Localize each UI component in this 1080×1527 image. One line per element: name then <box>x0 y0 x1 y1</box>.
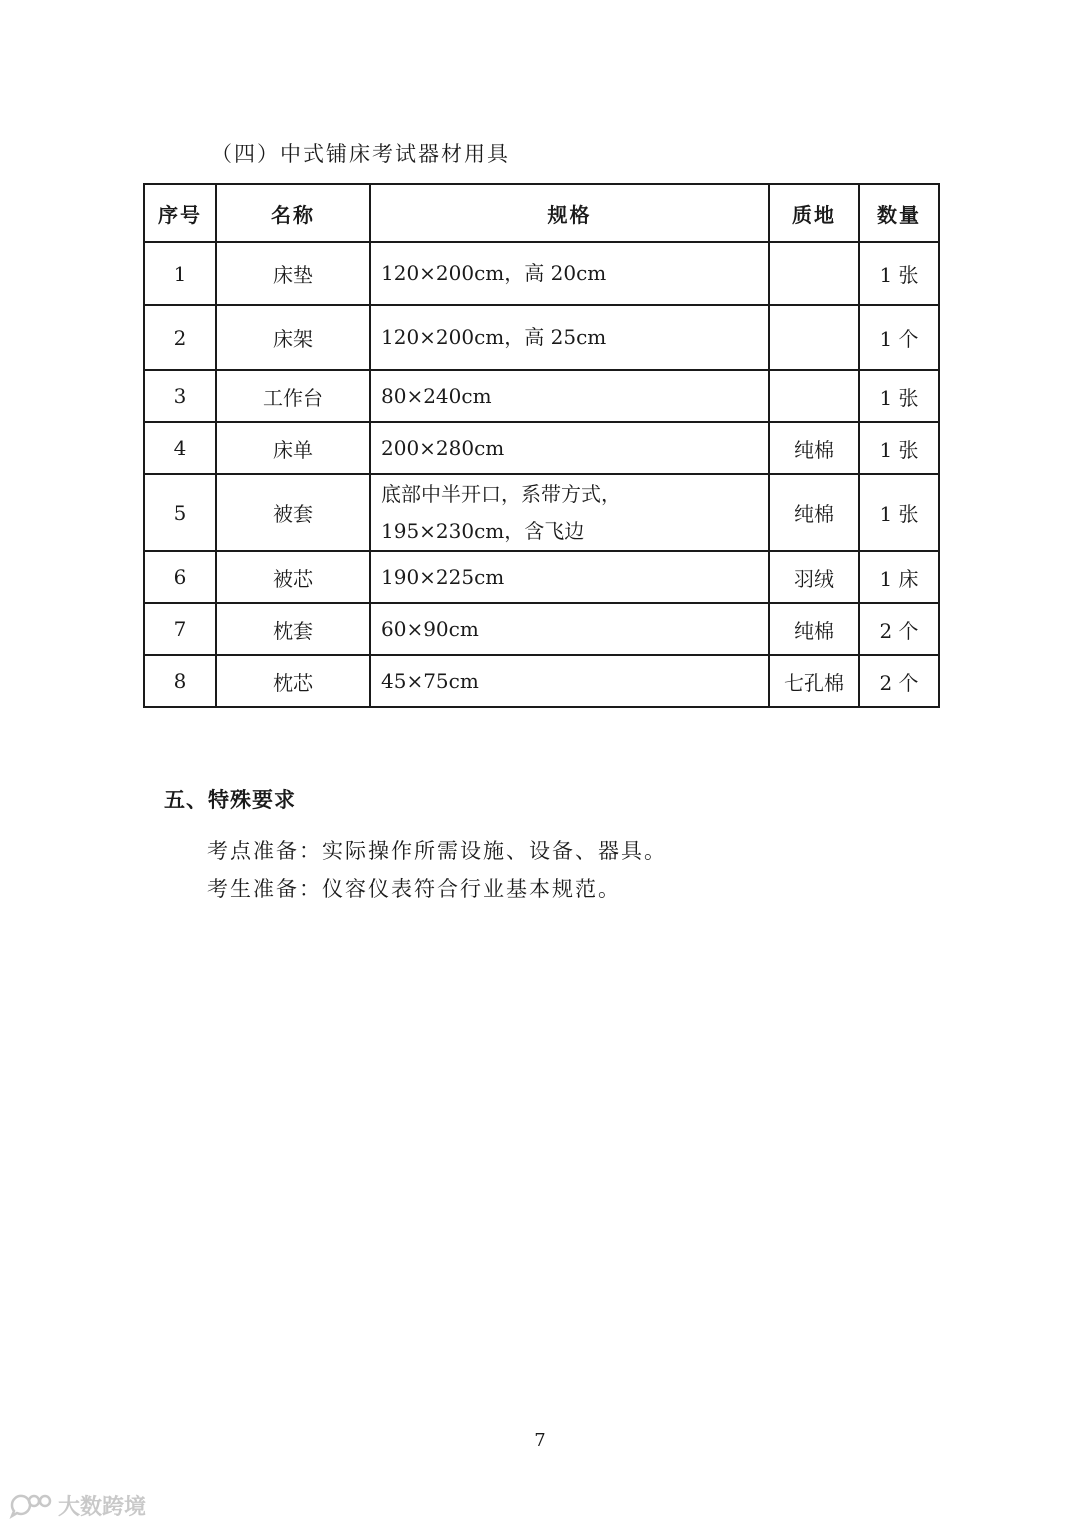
cell-no: 8 <box>144 655 216 707</box>
cell-name: 被芯 <box>216 551 370 603</box>
cell-material <box>769 305 859 370</box>
candidate-preparation-text: 考生准备：仪容仪表符合行业基本规范。 <box>207 877 621 901</box>
section-heading: （四）中式铺床考试器材用具 <box>211 142 510 166</box>
cell-spec: 120×200cm，高 25cm <box>370 305 769 370</box>
cell-material: 纯棉 <box>769 603 859 655</box>
cell-qty: 1 个 <box>859 305 939 370</box>
cell-spec: 45×75cm <box>370 655 769 707</box>
cell-material: 羽绒 <box>769 551 859 603</box>
site-preparation-text: 考点准备：实际操作所需设施、设备、器具。 <box>207 839 667 863</box>
cell-no: 1 <box>144 242 216 305</box>
cell-no: 2 <box>144 305 216 370</box>
cell-qty: 1 床 <box>859 551 939 603</box>
equipment-table <box>143 183 940 708</box>
table-row <box>144 474 939 551</box>
cell-spec: 120×200cm，高 20cm <box>370 242 769 305</box>
cell-spec: 80×240cm <box>370 370 769 422</box>
header-name: 名称 <box>216 184 370 242</box>
cell-name: 床架 <box>216 305 370 370</box>
table-row <box>144 551 939 603</box>
cell-spec: 190×225cm <box>370 551 769 603</box>
cell-qty: 2 个 <box>859 603 939 655</box>
watermark <box>8 1490 146 1521</box>
cell-name: 工作台 <box>216 370 370 422</box>
cell-no: 7 <box>144 603 216 655</box>
cell-material <box>769 370 859 422</box>
cell-material: 纯棉 <box>769 474 859 551</box>
cell-no: 5 <box>144 474 216 551</box>
cell-no: 6 <box>144 551 216 603</box>
table-row <box>144 655 939 707</box>
cell-qty: 2 个 <box>859 655 939 707</box>
cell-spec: 底部中半开口，系带方式，195×230cm，含飞边 <box>370 474 769 551</box>
cell-qty: 1 张 <box>859 474 939 551</box>
table-row <box>144 370 939 422</box>
header-material: 质地 <box>769 184 859 242</box>
table-row <box>144 305 939 370</box>
watermark-text: 大数跨境 <box>58 1495 147 1520</box>
cell-material <box>769 242 859 305</box>
page-number: 7 <box>534 1430 546 1451</box>
cell-name: 床垫 <box>216 242 370 305</box>
cell-material: 七孔棉 <box>769 655 859 707</box>
cell-qty: 1 张 <box>859 422 939 474</box>
cell-name: 床单 <box>216 422 370 474</box>
cell-no: 4 <box>144 422 216 474</box>
cell-name: 枕套 <box>216 603 370 655</box>
cell-name: 枕芯 <box>216 655 370 707</box>
speech-bubble-logo-icon <box>8 1493 52 1519</box>
cell-spec: 60×90cm <box>370 603 769 655</box>
header-spec: 规格 <box>370 184 769 242</box>
table-row <box>144 603 939 655</box>
cell-name: 被套 <box>216 474 370 551</box>
cell-material: 纯棉 <box>769 422 859 474</box>
header-no: 序号 <box>144 184 216 242</box>
table-row <box>144 422 939 474</box>
header-qty: 数量 <box>859 184 939 242</box>
table-header-row <box>144 184 939 242</box>
table-row <box>144 242 939 305</box>
cell-qty: 1 张 <box>859 242 939 305</box>
cell-no: 3 <box>144 370 216 422</box>
special-requirements-heading: 五、特殊要求 <box>164 787 296 812</box>
cell-qty: 1 张 <box>859 370 939 422</box>
cell-spec: 200×280cm <box>370 422 769 474</box>
